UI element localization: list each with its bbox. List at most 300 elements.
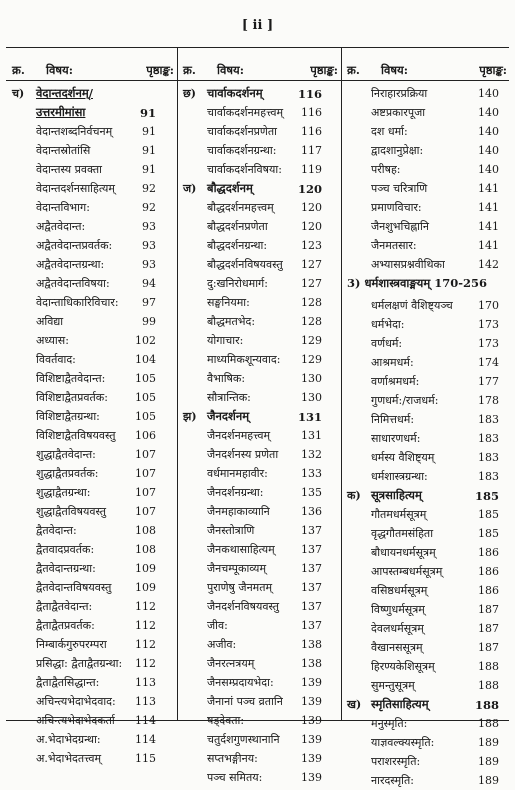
toc-page-number: 106 [135,429,156,442]
toc-page-number: 97 [142,296,156,309]
toc-row [12,141,174,160]
toc-row [347,714,507,733]
toc-row [12,217,174,236]
header-prishtha: पृष्ठाङ्क: [310,63,338,77]
toc-topic: जैनदर्शनमहत्त्वम् [207,429,271,442]
header-col1 [12,63,174,79]
section-heading-row [347,695,507,714]
toc-row [347,524,507,543]
section-heading-row [183,407,338,426]
section-marker: क) [347,489,361,502]
toc-topic: अचिन्त्यभेदाभेदवाद: [36,695,116,708]
toc-topic: वृद्धगौतमसंहिता [371,527,434,540]
toc-topic: वर्णाश्रमधर्म: [371,375,420,388]
toc-topic: अ.भेदाभेदतत्त्वम् [36,752,102,765]
toc-row [183,236,338,255]
toc-page-number: 131 [301,429,322,442]
toc-topic: बौद्धदर्शनग्रन्था: [207,239,268,252]
toc-topic: द्वैताद्वैतवेदान्त: [36,600,93,613]
toc-topic: निमित्तधर्म: [371,413,415,426]
toc-row [183,255,338,274]
toc-topic: वर्धमानमहावीर: [207,467,268,480]
toc-topic: जीव: [207,619,228,632]
section-heading-row [183,179,338,198]
toc-topic: द्वादशानुप्रेक्षा: [371,144,424,157]
section-marker: छ) [183,87,196,100]
toc-topic: शुद्धाद्वैतप्रवर्तक: [36,467,99,480]
toc-page-number: 117 [301,144,322,157]
toc-page-number: 114 [135,733,156,746]
toc-page-number: 109 [135,562,156,575]
toc-row [183,274,338,293]
toc-topic: द्वैतवादप्रवर्तक: [36,543,95,556]
section-heading-row [347,486,507,505]
toc-topic: वेदान्तस्रोतांसि [36,144,91,157]
toc-page-number: 105 [135,391,156,404]
toc-row [183,768,338,787]
toc-page-number: 136 [301,505,322,518]
toc-row [347,543,507,562]
toc-topic: विष्णुधर्मसूत्रम् [371,603,425,616]
toc-page-number: 137 [301,600,322,613]
toc-topic: जैनदर्शनम् [207,409,250,423]
toc-topic: हिरण्यकेशिसूत्रम् [371,660,435,673]
header-vishay: विषय: [46,63,73,77]
toc-page-number: 91 [142,163,156,176]
toc-page-number: 107 [135,448,156,461]
toc-page-number: 142 [478,258,499,271]
toc-topic: द्वैतवेदान्त: [36,524,77,537]
toc-topic: बौद्धदर्शनम् [207,181,253,195]
toc-page-number: 133 [301,467,322,480]
header-prishtha: पृष्ठाङ्क: [146,63,174,77]
header-col2 [183,63,338,79]
toc-topic: निराहारप्रक्रिया [371,87,428,100]
header-prishtha: पृष्ठाङ्क: [479,63,507,77]
toc-page-number: 138 [301,638,322,651]
toc-topic: दु:खनिरोधमार्ग: [207,277,268,290]
toc-row [12,749,174,768]
toc-page-number: 139 [301,676,322,689]
toc-topic: अविद्या [36,315,64,328]
toc-row [347,771,507,790]
toc-page-number: 113 [135,695,156,708]
toc-row [183,502,338,521]
section-heading-row [12,103,174,122]
toc-topic: शुद्धाद्वैतविषयवस्तु [36,505,107,518]
toc-row [12,331,174,350]
toc-row [183,160,338,179]
toc-topic: जैनमहाकाव्यानि [207,505,270,518]
toc-topic: अद्वैतवेदान्तग्रन्था: [36,258,105,271]
toc-topic: जैनसम्प्रदायभेदा: [207,676,274,689]
toc-row [12,426,174,445]
toc-topic: योगाचार: [207,334,244,347]
toc-row [347,122,507,141]
toc-page-number: 139 [301,771,322,784]
toc-row [347,334,507,353]
toc-page-number: 128 [301,315,322,328]
column-divider-2 [341,47,342,720]
toc-row [347,141,507,160]
toc-row [347,160,507,179]
table-top-rule [6,47,509,48]
toc-row [347,581,507,600]
toc-row [12,730,174,749]
toc-row [12,274,174,293]
toc-topic: देवलधर्मसूत्रम् [371,622,424,635]
toc-topic: पञ्च समितय: [207,771,263,784]
section-heading-row [12,84,174,103]
toc-topic: अष्टप्रकारपूजा [371,106,426,119]
toc-topic: बौद्धदर्शनप्रणेता [207,220,268,233]
toc-page-number: 116 [297,87,322,101]
toc-row [183,312,338,331]
toc-row [12,255,174,274]
toc-row [12,483,174,502]
toc-topic: वेदान्तविभाग: [36,201,90,214]
toc-row [12,445,174,464]
toc-topic: अद्वैतवेदान्तप्रवर्तक: [36,239,113,252]
toc-topic: परीषह: [371,163,401,176]
toc-page-number: 130 [301,372,322,385]
toc-row [183,103,338,122]
toc-topic: चार्वाकदर्शनप्रणेता [207,125,278,138]
toc-page-number: 186 [478,565,499,578]
toc-row [347,505,507,524]
toc-page-number: 137 [301,543,322,556]
toc-row [347,179,507,198]
toc-row [347,372,507,391]
toc-topic: वैखानससूत्रम् [371,641,423,654]
toc-topic: जैनरत्नत्रयम् [207,657,255,670]
page-number: [ ii ] [241,18,274,33]
section-marker: च) [12,87,25,100]
toc-page-number: 185 [478,527,499,540]
toc-row [347,236,507,255]
toc-page-number: 112 [135,600,156,613]
toc-row [12,692,174,711]
toc-topic: अद्वैतवेदान्तविषया: [36,277,110,290]
toc-topic: अध्यास: [36,334,69,347]
toc-topic: जैनमतसार: [371,239,417,252]
toc-row [183,293,338,312]
toc-row [347,467,507,486]
toc-row [183,578,338,597]
toc-topic: चतुर्दशगुणस्थानानि [207,733,280,746]
toc-page-number: 188 [478,717,499,730]
toc-page-number: 91 [142,144,156,157]
toc-topic: बौद्धमतभेद: [207,315,256,328]
toc-topic: वेदान्तशब्दनिर्वचनम् [36,125,113,138]
toc-topic: पराशरस्मृति: [371,755,421,768]
toc-topic: वेदान्तदर्शनम्/ [36,86,93,100]
toc-page-number: 116 [301,125,322,138]
toc-row [12,122,174,141]
toc-topic: चार्वाकदर्शनग्रन्था: [207,144,277,157]
toc-page-number: 137 [301,581,322,594]
toc-topic: विशिष्टाद्वैतविषयवस्तु [36,429,116,442]
toc-page-number: 189 [478,736,499,749]
toc-page-number: 104 [135,353,156,366]
toc-page-number: 186 [478,584,499,597]
toc-row [183,331,338,350]
toc-row [12,464,174,483]
toc-page-number: 174 [478,356,499,369]
toc-row [183,635,338,654]
toc-page-number: 120 [297,182,322,196]
toc-row [183,540,338,559]
toc-row [347,103,507,122]
toc-page-number: 91 [142,125,156,138]
toc-topic: माध्यमिकशून्यवाद: [207,353,281,366]
toc-topic: आपस्तम्बधर्मसूत्रम् [371,565,443,578]
toc-row [12,521,174,540]
toc-topic: वसिष्ठधर्मसूत्रम् [371,584,428,597]
toc-topic: धर्मस्य वैशिष्ट्यम् [371,451,435,464]
toc-row [347,255,507,274]
toc-topic: चार्वाकदर्शनम् [207,86,263,100]
toc-row [12,236,174,255]
toc-page-number: 120 [301,201,322,214]
toc-row [347,448,507,467]
toc-topic: अजीव: [207,638,237,651]
toc-topic: वेदान्तस्य प्रवक्ता [36,163,103,176]
toc-page-number: 183 [478,413,499,426]
toc-topic: अचिन्त्यभेदाभेदकर्ता [36,714,115,727]
toc-row [183,521,338,540]
toc-row [12,293,174,312]
toc-row [12,160,174,179]
toc-page-number: 131 [297,410,322,424]
toc-page-number: 108 [135,524,156,537]
toc-row [12,635,174,654]
toc-page-number: 107 [135,486,156,499]
toc-page-number: 116 [301,106,322,119]
toc-row [183,730,338,749]
toc-topic: सौत्रान्तिक: [207,391,251,404]
toc-page-number: 189 [478,755,499,768]
toc-row [347,733,507,752]
toc-topic: जैनस्तोत्राणि [207,524,255,537]
toc-topic: शुद्धाद्वैतवेदान्त: [36,448,96,461]
toc-page-number: 137 [301,524,322,537]
toc-page-number: 92 [142,182,156,195]
toc-topic: उत्तरमीमांसा [36,105,86,119]
header-vishay: विषय: [381,63,408,77]
toc-row [347,676,507,695]
toc-topic: सूत्रसाहित्यम् [371,488,422,502]
toc-topic: सप्तभङ्गीनय: [207,752,258,765]
header-vishay: विषय: [217,63,244,77]
column-divider-1 [177,47,178,720]
toc-topic: द्वैतवेदान्तग्रन्था: [36,562,96,575]
toc-page-number: 141 [478,182,499,195]
toc-page-number: 99 [142,315,156,328]
section-heading-row [347,274,507,296]
header-kr: क्र. [183,63,196,77]
toc-topic: वेदान्तदर्शनसाहित्यम् [36,182,116,195]
toc-page-number: 93 [142,220,156,233]
toc-page-number: 132 [301,448,322,461]
toc-page-number: 139 [301,695,322,708]
toc-row [347,657,507,676]
toc-topic: प्रसिद्धा: द्वैताद्वैतग्रन्था: [36,657,123,670]
toc-topic: याज्ञवल्क्यस्मृति: [371,736,435,749]
toc-page-number: 138 [301,657,322,670]
toc-topic: वर्णधर्म: [371,337,403,350]
toc-page-number: 102 [135,334,156,347]
toc-topic: सङ्घनियमा: [207,296,250,309]
toc-row [183,654,338,673]
toc-page-number: 140 [478,106,499,119]
toc-page-number: 128 [301,296,322,309]
toc-topic: नारदस्मृति: [371,774,414,787]
toc-topic: धर्मशास्त्रग्रन्था: [371,470,428,483]
toc-page-number: 188 [478,660,499,673]
toc-topic: चार्वाकदर्शनविषया: [207,163,282,176]
toc-topic: विशिष्टाद्वैतग्रन्था: [36,410,100,423]
toc-page-number: 139 [301,714,322,727]
toc-page-number: 140 [478,87,499,100]
toc-row [347,296,507,315]
toc-page-number: 114 [135,714,156,727]
toc-page-number: 127 [301,258,322,271]
toc-row [12,711,174,730]
toc-topic: आश्रमधर्म: [371,356,414,369]
toc-page-number: 94 [142,277,156,290]
toc-page-number: 113 [135,676,156,689]
toc-page-number: 108 [135,543,156,556]
toc-row [347,410,507,429]
header-col3 [347,63,507,79]
toc-page-number: 139 [301,752,322,765]
toc-row [347,315,507,334]
toc-page-number: 105 [135,410,156,423]
toc-topic: मनुस्मृति: [371,717,408,730]
toc-page-number: 140 [478,144,499,157]
toc-page-number: 107 [135,505,156,518]
header-kr: क्र. [12,63,25,77]
toc-row [12,673,174,692]
toc-row [12,616,174,635]
toc-row [183,350,338,369]
toc-row [347,391,507,410]
toc-topic: जैनदर्शनस्य प्रणेता [207,448,279,461]
toc-topic: चार्वाकदर्शनमहत्त्वम् [207,106,284,119]
toc-row [347,638,507,657]
toc-page-number: 188 [474,698,499,712]
toc-topic: निम्बार्कगुरुपरम्परा [36,638,107,651]
toc-topic: जैनचम्पूकाव्यम् [207,562,267,575]
toc-page-number: 127 [301,277,322,290]
toc-topic: अद्वैतवेदान्त: [36,220,86,233]
toc-topic: वेदान्ताधिकारिविचार: [36,296,119,309]
toc-page-number: 141 [478,201,499,214]
toc-row [12,407,174,426]
contents-column-3 [347,84,507,790]
toc-row [183,711,338,730]
header-kr: क्र. [347,63,360,77]
toc-row [12,597,174,616]
toc-topic: बौधायनधर्मसूत्रम् [371,546,436,559]
toc-topic: शुद्धाद्वैतग्रन्था: [36,486,91,499]
toc-page-number: 107 [135,467,156,480]
toc-topic: पुराणेषु जैनमतम् [207,581,273,594]
toc-page-number: 112 [135,638,156,651]
toc-topic: अ.भेदाभेदग्रन्था: [36,733,101,746]
toc-topic: गौतमधर्मसूत्रम् [371,508,427,521]
toc-page-number: 129 [301,353,322,366]
toc-page-number: 178 [478,394,499,407]
toc-page-number: 140 [478,125,499,138]
toc-topic: द्वैताद्वैतप्रवर्तक: [36,619,95,632]
toc-page-number: 139 [301,733,322,746]
toc-topic: बौद्धदर्शनमहत्त्वम् [207,201,274,214]
toc-row [183,749,338,768]
toc-page-number: 183 [478,432,499,445]
toc-topic: स्मृतिसाहित्यम् [371,697,429,711]
toc-row [183,673,338,692]
toc-page-number: 109 [135,581,156,594]
toc-page-number: 187 [478,622,499,635]
toc-topic: प्रमाणविचार: [371,201,422,214]
toc-row [183,122,338,141]
toc-row [12,198,174,217]
toc-topic: साधारणधर्म: [371,432,421,445]
section-marker: ज) [183,182,197,195]
toc-page-number: 141 [478,220,499,233]
toc-row [183,559,338,578]
toc-topic: धर्मलक्षणं वैशिष्ट्यञ्च [371,299,453,312]
toc-topic: जैनकथासाहित्यम् [207,543,275,556]
contents-column-1 [12,84,174,768]
toc-row [347,353,507,372]
toc-page-number: 137 [301,562,322,575]
toc-row [183,616,338,635]
toc-page-number: 120 [301,220,322,233]
section-marker: ख) [347,698,362,711]
toc-topic: जैनदर्शनविषयवस्तु [207,600,280,613]
toc-page-number: 183 [478,451,499,464]
toc-page-number: 186 [478,546,499,559]
toc-page-number: 185 [478,508,499,521]
toc-row [12,369,174,388]
toc-page-number: 130 [301,391,322,404]
toc-row [347,562,507,581]
toc-page-number: 185 [474,489,499,503]
toc-page-number: 112 [135,619,156,632]
toc-row [12,388,174,407]
toc-row [347,619,507,638]
toc-page-number: 177 [478,375,499,388]
toc-row [347,217,507,236]
toc-page-number: 188 [478,679,499,692]
toc-topic: दश धर्मा: [371,125,408,138]
toc-page-number: 183 [478,470,499,483]
toc-row [347,429,507,448]
toc-page-number: 187 [478,603,499,616]
toc-row [12,540,174,559]
toc-page-number: 129 [301,334,322,347]
toc-topic: विशिष्टाद्वैतवेदान्त: [36,372,106,385]
toc-page-number: 115 [135,752,156,765]
toc-page-number: 92 [142,201,156,214]
toc-page-number: 93 [142,239,156,252]
toc-row [183,483,338,502]
toc-topic: द्वैतवेदान्तविषयवस्तु [36,581,112,594]
toc-topic: जैनदर्शनग्रन्था: [207,486,264,499]
